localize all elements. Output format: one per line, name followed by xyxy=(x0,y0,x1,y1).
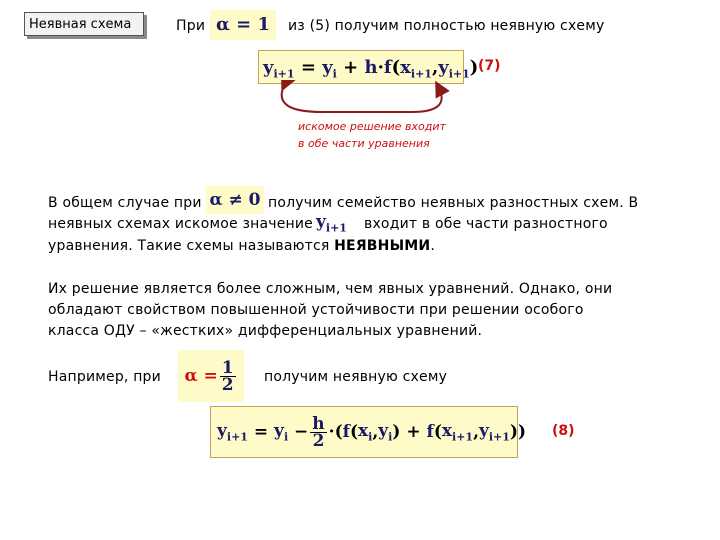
para3-pre: Например, при xyxy=(48,369,161,385)
intro-condition-text: α = 1 xyxy=(216,14,270,35)
f8-frac-num: h xyxy=(312,413,325,434)
f8-f1: f xyxy=(342,422,350,442)
f7-h: h xyxy=(364,57,378,78)
intro-post-text: из (5) получим полностью неявную схему xyxy=(288,18,605,34)
para1-condition-text: α ≠ 0 xyxy=(209,190,261,210)
section-tag xyxy=(24,12,144,36)
section-tag-label: Неявная схема xyxy=(29,17,132,32)
f7-y2: $y_{i+1}$ xyxy=(438,57,470,81)
para1-line2-post: входит в обе части разностного xyxy=(364,216,608,232)
f8-fraction xyxy=(310,413,326,451)
para1-line2-pre: неявных схемах искомое значение xyxy=(48,216,313,232)
f7-eq: = xyxy=(300,57,316,78)
formula-8: $y_{i+1}$ = $y_i$ − $\frac{h}{2}$ · ( f ( $x_i$ , $y_i$ ) + f ( $x_{i+1}$ , $y_{i+1}$ ) ) xyxy=(210,406,518,458)
para2-line1: Их решение является более сложным, чем явных уравнений. Однако, они xyxy=(48,281,613,297)
f7-dot: · xyxy=(377,57,384,78)
f8-x2: $x_{i+1}$ xyxy=(441,420,474,444)
f8-plus: + xyxy=(406,422,421,442)
note-line-2: в обе части уравнения xyxy=(298,137,430,150)
para1-part1: В общем случае при xyxy=(48,195,202,211)
para1-part2: получим семейство неявных разностных схем. В xyxy=(268,195,639,211)
f7-y: $y_i$ xyxy=(322,57,337,81)
para3-post: получим неявную схему xyxy=(264,369,448,385)
f8-lhs: $y_{i+1}$ xyxy=(217,420,248,444)
f7-f: f xyxy=(383,57,392,78)
f8-y: $y_i$ xyxy=(274,420,289,444)
formula-7-label: (7) xyxy=(478,58,501,74)
double-arrow-icon xyxy=(262,80,462,120)
implicit-term: НЕЯВНЫМИ xyxy=(334,238,431,254)
para1-condition xyxy=(206,186,264,214)
formula-7: $y_{i+1} = y_i + h\cdot f(x_{i+1},y_{i+1})$ xyxy=(258,50,464,84)
f7-lhs: $y_{i+1}$ xyxy=(263,57,295,81)
para3-alpha: α = xyxy=(184,366,218,386)
f7-comma: , xyxy=(431,57,439,78)
f8-eq: = xyxy=(253,422,269,442)
note-line-1: искомое решение входит xyxy=(298,120,446,133)
intro-condition xyxy=(210,10,276,40)
formula-7-note xyxy=(298,118,446,152)
f8-x1: $x_i$ xyxy=(358,420,373,444)
para1-line3: уравнения. Такие схемы называются НЕЯВНЫМИ. xyxy=(48,238,435,254)
f8-f2: f xyxy=(426,422,434,442)
intro-pre-text: При xyxy=(176,18,206,34)
para2 xyxy=(48,279,688,342)
para1-inline-y: $y_{i+1}$ xyxy=(316,212,347,235)
para2-line2: обладают свойством повышенной устойчивости при решении особого xyxy=(48,302,584,318)
f7-plus: + xyxy=(343,57,359,78)
para3-alpha-box xyxy=(178,350,244,402)
f8-minus: − xyxy=(294,422,309,442)
f8-frac-den: 2 xyxy=(312,430,325,451)
para2-line3: класса ОДУ – «жестких» дифференциальных уравнений. xyxy=(48,323,483,339)
formula-8-label: (8) xyxy=(552,423,575,439)
f8-yy1: $y_i$ xyxy=(378,420,393,444)
para3-fraction xyxy=(220,357,236,395)
para3-frac-num: 1 xyxy=(221,357,234,378)
para3-frac-den: 2 xyxy=(221,374,234,395)
f8-dot: · xyxy=(328,422,335,442)
f8-yy2: $y_{i+1}$ xyxy=(478,420,510,444)
f7-x: $x_{i+1}$ xyxy=(400,57,432,81)
